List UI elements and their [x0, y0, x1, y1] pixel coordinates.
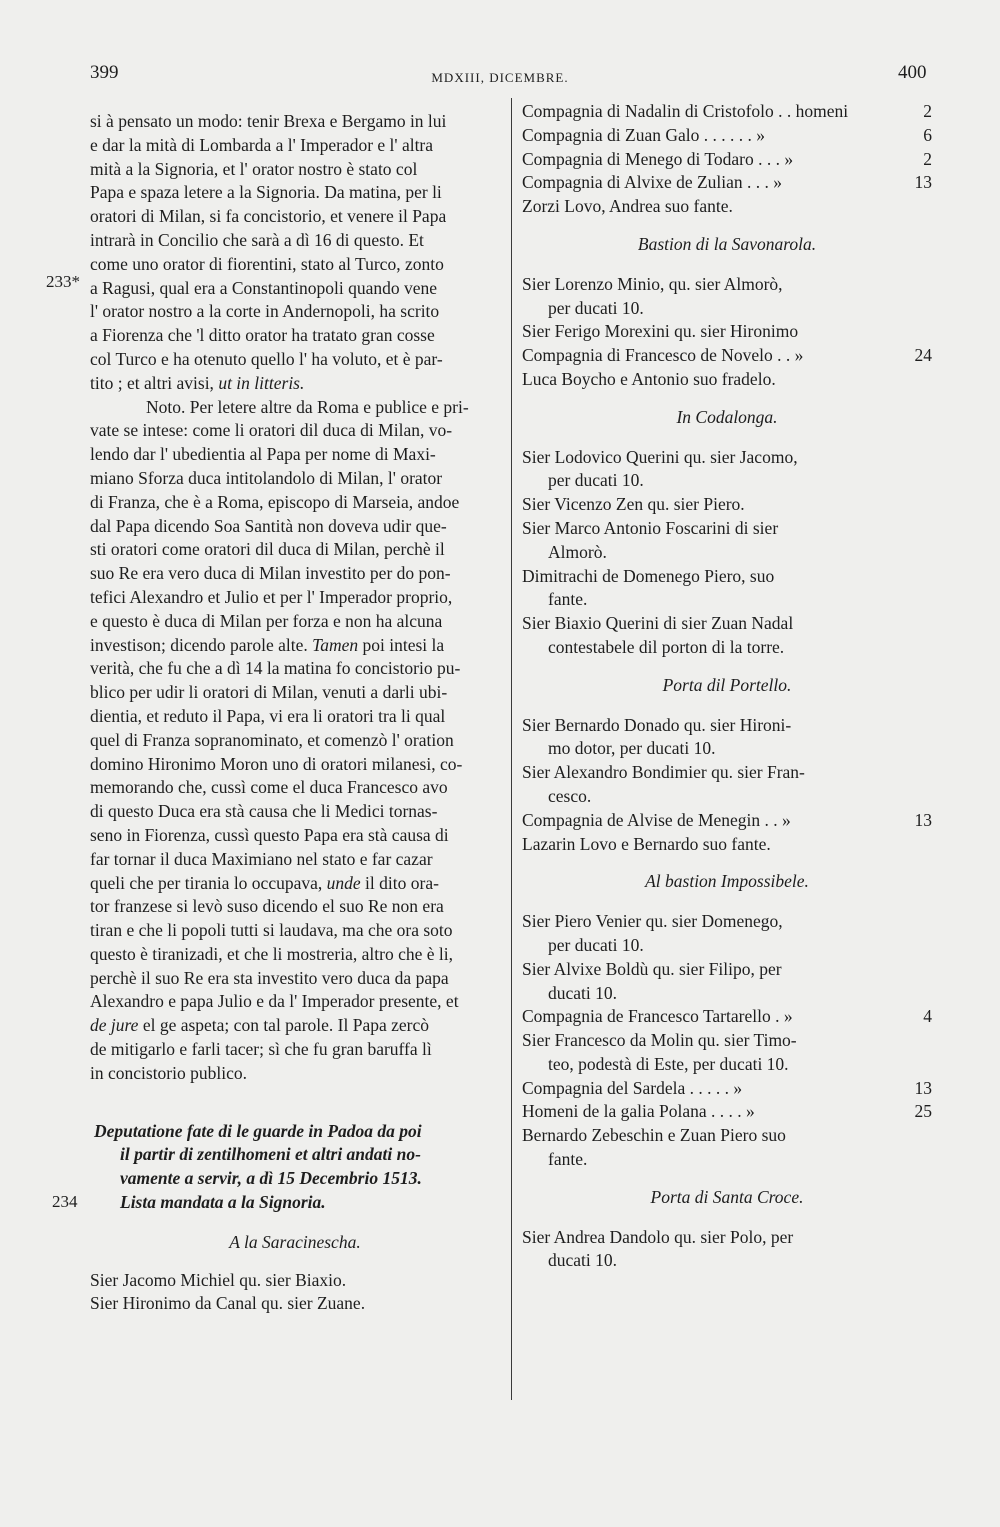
running-header: MDXIII, DICEMBRE.: [431, 70, 569, 85]
text-line: perchè il suo Re era sta investito vero duca da papa: [90, 967, 449, 988]
text-line: dientia, et reduto il Papa, vi era li oratori tra li qual: [90, 705, 446, 726]
text-line: col Turco e ha otenuto quello l' ha voluto, et è par-: [90, 348, 443, 369]
row-number: 2: [923, 148, 932, 169]
text-line: dal Papa dicendo Soa Santità non doveva udir que-: [90, 515, 447, 536]
list-item: Sier Bernardo Donado qu. sier Hironi-: [522, 714, 792, 735]
text-line: suo Re era vero duca di Milan investito per do pon-: [90, 563, 451, 584]
row-number: 25: [914, 1101, 932, 1122]
row-number: 13: [914, 1077, 932, 1098]
text-line: verità, che fu che a dì 14 la matina fo concistorio pu-: [90, 658, 461, 679]
list-item-continuation: mo dotor, per ducati 10.: [548, 738, 716, 759]
text-line: blico per udir li oratori di Milan, venuti a darli ubi-: [90, 682, 448, 703]
section-title-savonarola: Bastion di la Savonarola.: [637, 233, 817, 254]
text-line: e questo è duca di Milan per forza e non ha alcuna: [90, 610, 443, 631]
list-item: Sier Marco Antonio Foscarini di sier: [522, 517, 779, 538]
company-row: [522, 1077, 932, 1101]
italic-span: ut in litteris.: [218, 372, 305, 393]
list-item-continuation: ducati 10.: [548, 1250, 618, 1271]
text-line: [90, 1014, 500, 1038]
text-line: [90, 872, 500, 896]
text-line: a Ragusi, qual era a Constantinopoli quando vene: [90, 277, 438, 298]
row-text: Compagnia di Nadalin di Cristofolo . . homeni: [522, 101, 849, 121]
company-row: [522, 344, 932, 368]
column-divider: [511, 98, 512, 1400]
list-item: Bernardo Zebeschin e Zuan Piero suo: [522, 1125, 786, 1146]
row-text: Compagnia di Alvixe de Zulian . . . »: [522, 172, 783, 193]
section-title-saracinescha: A la Saracinescha.: [229, 1231, 361, 1252]
list-item-continuation: fante.: [548, 1149, 588, 1170]
italic-span: unde: [326, 872, 361, 893]
text-line: si à pensato un modo: tenir Brexa e Bergamo in lui: [90, 111, 447, 131]
list-item: Dimitrachi de Domenego Piero, suo: [522, 565, 775, 586]
row-number: 2: [923, 101, 932, 121]
company-row: [522, 100, 932, 124]
text-span: queli che per tirania lo occupava,: [90, 872, 323, 893]
text-line: vate se intese: come li oratori dil duca di Milan, vo-: [90, 420, 453, 441]
text-line: tiran e che li popoli tutti si laudava, ma che ora soto: [90, 920, 453, 941]
company-row: [522, 1005, 932, 1029]
section-title-impossibele: Al bastion Impossibele.: [645, 871, 809, 892]
paragraph-1: [90, 110, 500, 396]
text-line: Papa e spaza letere a la Signoria. Da matina, per li: [90, 182, 442, 203]
list-item: Sier Vicenzo Zen qu. sier Piero.: [522, 494, 745, 515]
text-line: intrarà in Concilio che sarà a dì 16 di questo. Et: [90, 229, 424, 250]
page-number-right: 400: [898, 62, 927, 83]
text-line: oratori di Milan, si fa concistorio, et venere il Papa: [90, 206, 447, 227]
row-number: 13: [914, 172, 932, 193]
list-item: Sier Piero Venier qu. sier Domenego,: [522, 911, 783, 932]
list-item: Sier Biaxio Querini di sier Zuan Nadal: [522, 613, 794, 634]
list-item: Sier Lodovico Querini qu. sier Jacomo,: [522, 446, 798, 467]
saracinescha-list: [90, 1269, 500, 1317]
text-line: l' orator nostro a la corte in Andernopoli, ha scrito: [90, 301, 440, 322]
list-item: Sier Alvixe Boldù qu. sier Filipo, per: [522, 958, 782, 979]
text-line: seno in Fiorenza, cussì questo Papa era stà causa di: [90, 824, 449, 845]
text-line: Alexandro e papa Julio e da l' Imperador presente, et: [90, 991, 459, 1012]
list-item-continuation: fante.: [548, 589, 588, 610]
text-line: far tornar il duca Maximiano nel stato e far cazar: [90, 848, 433, 869]
row-text: Compagnia di Francesco de Novelo . . »: [522, 345, 804, 366]
row-text: Compagnia di Zuan Galo . . . . . . »: [522, 124, 766, 145]
text-line: tefici Alexandro et Julio et per l' Imperador proprio,: [90, 586, 453, 607]
company-row: [522, 148, 932, 172]
list-item-continuation: per ducati 10.: [548, 470, 644, 491]
text-span: il dito ora-: [365, 872, 439, 893]
list-item: Sier Ferigo Morexini qu. sier Hironimo: [522, 321, 799, 342]
list-item-continuation: Almorò.: [548, 541, 607, 562]
margin-number-233: 233*: [46, 272, 80, 291]
text-line: lendo dar l' ubedientia al Papa per nome di Maxi-: [90, 444, 436, 465]
italic-span: Tamen: [312, 634, 359, 655]
row-number: 6: [923, 124, 932, 145]
text-line: mità a la Signoria, et l' orator nostro è stato col: [90, 158, 418, 179]
deputation-line: il partir di zentilhomeni et altri andati no-: [120, 1144, 421, 1165]
list-item-continuation: cesco.: [548, 785, 592, 806]
row-text: Compagnia di Menego di Todaro . . . »: [522, 148, 794, 169]
section-title-santa-croce: Porta di Santa Croce.: [650, 1186, 804, 1207]
list-item: Zorzi Lovo, Andrea suo fante.: [522, 196, 733, 217]
text-line: a Fiorenza che 'l ditto orator ha tratato gran cosse: [90, 325, 435, 346]
text-line: di questo Duca era stà causa che li Medici tornas-: [90, 801, 438, 822]
company-row: [522, 1100, 932, 1124]
list-item-continuation: teo, podestà di Este, per ducati 10.: [548, 1053, 789, 1074]
text-line: di Franza, che è a Roma, episcopo di Marseia, andoe: [90, 491, 460, 512]
row-text: Compagnia de Francesco Tartarello . »: [522, 1006, 793, 1027]
row-text: Homeni de la galia Polana . . . . »: [522, 1101, 755, 1122]
list-item-continuation: per ducati 10.: [548, 934, 644, 955]
text-line: e dar la mità di Lombarda a l' Imperador e l' altra: [90, 134, 434, 155]
deputation-line: vamente a servir, a dì 15 Decembrio 1513.: [120, 1168, 422, 1189]
left-column: [90, 110, 500, 1316]
deputation-line: Lista mandata a la Signoria.: [120, 1192, 326, 1213]
row-number: 4: [923, 1006, 932, 1027]
deputation-line: Deputatione fate di le guarde in Padoa da poi: [94, 1120, 422, 1141]
page-number-left: 399: [90, 62, 119, 83]
text-line: tor franzese si levò suso dicendo el suo Re non era: [90, 896, 444, 917]
company-row: [522, 171, 932, 195]
text-line: quel di Franza sopranominato, et comenzò l' oration: [90, 729, 454, 750]
text-line: in concistorio publico.: [90, 1062, 247, 1083]
list-item-continuation: per ducati 10.: [548, 297, 644, 318]
text-line: Noto. Per letere altre da Roma e publice e pri-: [146, 396, 469, 417]
text-line: [90, 634, 500, 658]
text-line: memorando che, cussì come el duca Francesco avo: [90, 777, 448, 798]
row-text: Compagnia del Sardela . . . . . »: [522, 1077, 743, 1098]
row-number: 24: [914, 345, 932, 366]
italic-span: de jure: [90, 1015, 139, 1036]
text-span: tito ; et altri avisi,: [90, 372, 214, 393]
text-line: come uno orator di fiorentini, stato al Turco, zonto: [90, 253, 444, 274]
list-item-continuation: contestabele dil porton di la torre.: [548, 636, 785, 657]
list-item: Sier Francesco da Molin qu. sier Timo-: [522, 1030, 797, 1051]
right-column: [522, 100, 932, 1273]
text-span: el ge aspeta; con tal parole. Il Papa zercò: [142, 1015, 429, 1036]
section-title-portello: Porta dil Portello.: [662, 674, 792, 695]
company-row: [522, 124, 932, 148]
row-number: 13: [914, 809, 932, 830]
margin-number-234: 234: [52, 1192, 78, 1211]
company-row: [522, 809, 932, 833]
text-line: miano Sforza duca intitolandolo di Milan, l' orator: [90, 467, 443, 488]
row-text: Compagnia de Alvise de Menegin . . »: [522, 809, 791, 830]
text-line: de mitigarlo e farli tacer; sì che fu gran baruffa lì: [90, 1039, 432, 1060]
text-line: sti oratori come oratori dil duca di Milan, perchè il: [90, 539, 445, 560]
list-item: Sier Jacomo Michiel qu. sier Biaxio.: [90, 1269, 347, 1290]
paragraph-2-start: [90, 396, 500, 420]
list-item: Sier Alexandro Bondimier qu. sier Fran-: [522, 762, 805, 783]
list-item-continuation: ducati 10.: [548, 982, 618, 1003]
deputation-heading: [90, 1120, 500, 1215]
list-item: Sier Hironimo da Canal qu. sier Zuane.: [90, 1293, 366, 1314]
text-span: poi intesi la: [362, 634, 445, 655]
list-item: Luca Boycho e Antonio suo fradelo.: [522, 368, 776, 389]
paragraph-2: [90, 419, 500, 1085]
list-item: Sier Andrea Dandolo qu. sier Polo, per: [522, 1226, 794, 1247]
text-line: questo è tiranizadi, et che li mostreria, altro che è li,: [90, 943, 453, 964]
section-title-codalonga: In Codalonga.: [676, 406, 778, 427]
text-line: [90, 372, 500, 396]
text-line: domino Hironimo Moron uno di oratori milanesi, co-: [90, 753, 463, 774]
text-span: investison; dicendo parole alte.: [90, 634, 308, 655]
list-item: Lazarin Lovo e Bernardo suo fante.: [522, 833, 771, 854]
list-item: Sier Lorenzo Minio, qu. sier Almorò,: [522, 273, 783, 294]
